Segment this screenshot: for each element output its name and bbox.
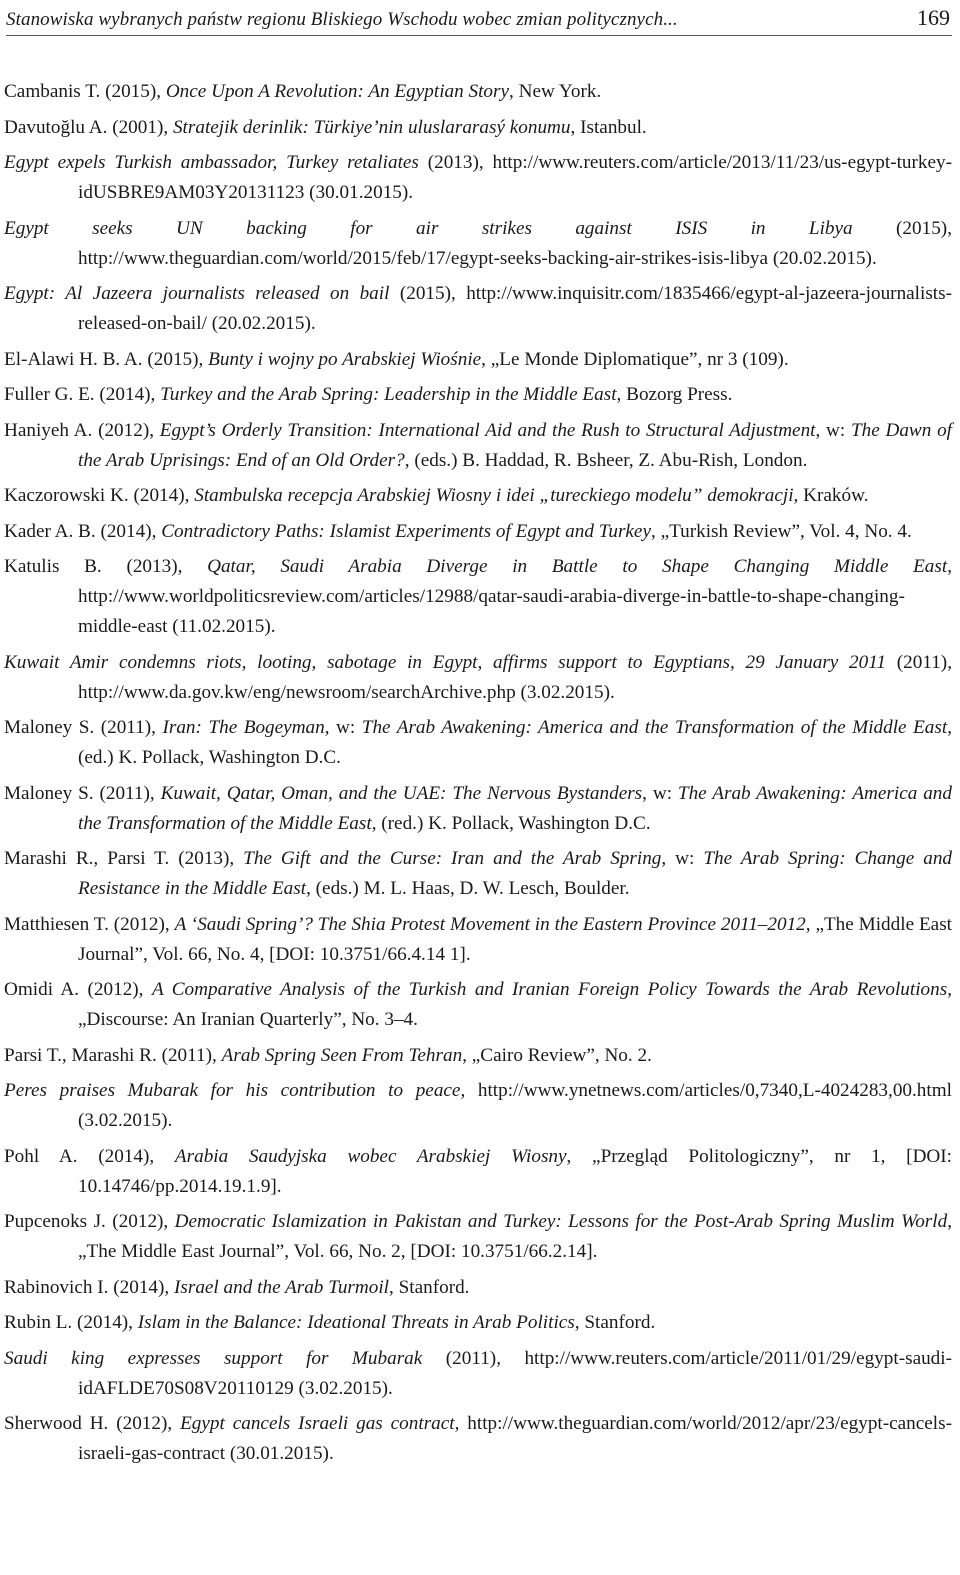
reference-text: Marashi R., Parsi T. (2013), xyxy=(4,848,244,869)
reference-title-text: Stratejik derinlik: Türkiye’nin uluslararasý konumu xyxy=(172,116,571,138)
reference-text: , Kraków. xyxy=(793,485,869,506)
reference-text: , „Cairo Review”, No. 2. xyxy=(462,1044,652,1066)
reference-text: Cambanis T. (2015), xyxy=(4,81,166,102)
reference-entry xyxy=(4,779,952,839)
reference-title-text: Egypt: Al Jazeera journalists released on bail xyxy=(4,283,390,304)
reference-text: , „Przegląd Politologiczny”, nr 1, [DOI: 10.14746/pp.2014.19.1.9]. xyxy=(78,1145,953,1197)
reference-text: , „Le Monde Diplomatique”, nr 3 (109). xyxy=(481,348,789,370)
reference-text: Fuller G. E. (2014), xyxy=(4,384,161,405)
reference-entry xyxy=(4,910,952,970)
bibliography-list xyxy=(4,77,952,1475)
running-title: Stanowiska wybranych państw regionu Bliskiego Wschodu wobec zmian politycznych... xyxy=(6,9,678,30)
reference-title-text: A Comparative Analysis of the Turkish and Iranian Foreign Policy Towards the Arab Revolutions xyxy=(151,979,948,1000)
reference-entry xyxy=(4,552,952,642)
page-number: 169 xyxy=(917,5,950,30)
reference-title-text: Saudi king expresses support for Mubarak xyxy=(4,1347,423,1369)
reference-title-text: Egypt expels Turkish ambassador, Turkey retaliates xyxy=(4,152,419,173)
reference-text: , w: xyxy=(324,717,362,738)
reference-text: (2011), http://www.reuters.com/article/2011/01/29/egypt-saudi-idAFLDE70S08V20110129 (3.02.2015). xyxy=(78,1347,952,1399)
reference-title-text: Qatar, Saudi Arabia Diverge in Battle to Shape Changing Middle East xyxy=(207,556,948,577)
reference-title-text: The Gift and the Curse: Iran and the Arab Spring xyxy=(243,848,662,869)
reference-entry xyxy=(4,517,952,547)
reference-text: , w: xyxy=(815,419,851,441)
reference-text: (2011), http://www.da.gov.kw/eng/newsroom/searchArchive.php (3.02.2015). xyxy=(78,651,952,703)
reference-text: , „Turkish Review”, Vol. 4, No. 4. xyxy=(650,520,912,542)
reference-text: , „The Middle East Journal”, Vol. 66, No. 2, [DOI: 10.3751/66.2.14]. xyxy=(78,1211,952,1262)
reference-text: Davutoğlu A. (2001), xyxy=(4,116,173,138)
reference-title-text: Once Upon A Revolution: An Egyptian Story xyxy=(165,81,510,102)
reference-text: Parsi T., Marashi R. (2011), xyxy=(4,1044,222,1066)
reference-entry xyxy=(4,380,952,410)
reference-text: Pupcenoks J. (2012), xyxy=(4,1211,175,1232)
reference-entry xyxy=(4,416,952,476)
reference-title-text: Turkey and the Arab Spring: Leadership in the Middle East xyxy=(160,384,617,405)
reference-text: El-Alawi H. B. A. (2015), xyxy=(4,348,209,370)
reference-title-text: Iran: The Bogeyman xyxy=(162,717,325,738)
reference-entry xyxy=(4,1142,952,1202)
reference-entry xyxy=(4,648,952,708)
reference-text: Maloney S. (2011), xyxy=(4,782,161,804)
reference-title-text: The Arab Awakening: America and the Transformation of the Middle East xyxy=(361,717,948,738)
reference-title-text: Arabia Saudyjska wobec Arabskiej Wiosny xyxy=(174,1145,567,1167)
reference-title-text: Kuwait Amir condemns riots, looting, sabotage in Egypt, affirms support to Egyptians, 29 January 2011 xyxy=(4,651,887,673)
reference-entry xyxy=(4,279,952,339)
reference-text: Matthiesen T. (2012), xyxy=(4,913,175,935)
reference-text: , Istanbul. xyxy=(570,116,647,138)
reference-entry xyxy=(4,1207,952,1267)
reference-title-text: The Arab Spring: Change and Resistance in the Middle East xyxy=(78,848,953,899)
reference-text: , (ed.) K. Pollack, Washington D.C. xyxy=(78,717,952,768)
reference-text: Kaczorowski K. (2014), xyxy=(4,485,195,506)
reference-title-text: Islam in the Balance: Ideational Threats in Arab Politics xyxy=(137,1312,575,1333)
reference-title-text: Peres praises Mubarak for his contribution to peace xyxy=(4,1080,461,1101)
reference-text: (2015), http://www.inquisitr.com/1835466/egypt-al-jazeera-journalists-released-on-bail/ (20.02.2015). xyxy=(78,283,952,334)
reference-title-text: The Arab Awakening: America and the Transformation of the Middle East xyxy=(78,782,952,834)
reference-title-text: Kuwait, Qatar, Oman, and the UAE: The Nervous Bystanders xyxy=(160,782,643,804)
reference-title-text: Stambulska recepcja Arabskiej Wiosny i idei „tureckiego modelu” demokracji xyxy=(194,485,794,506)
reference-entry xyxy=(4,1076,952,1136)
reference-text: Rabinovich I. (2014), xyxy=(4,1276,174,1298)
running-header xyxy=(6,0,952,36)
reference-entry xyxy=(4,1041,952,1071)
reference-entry xyxy=(4,77,952,107)
reference-title-text: Arab Spring Seen From Tehran xyxy=(221,1044,463,1066)
reference-title-text: A ‘Saudi Spring’? The Shia Protest Movement in the Eastern Province 2011–2012 xyxy=(174,913,806,935)
reference-text: , http://www.theguardian.com/world/2012/apr/23/egypt-cancels-israeli-gas-contract (30.01.2015). xyxy=(78,1413,952,1464)
reference-title-text: The Dawn of the Arab Uprisings: End of an Old Order? xyxy=(78,419,952,471)
reference-text: , (eds.) M. L. Haas, D. W. Lesch, Boulder. xyxy=(306,878,630,899)
reference-entry xyxy=(4,975,952,1035)
reference-text: , Stanford. xyxy=(574,1312,656,1333)
reference-entry xyxy=(4,844,952,904)
reference-title-text: Egypt seeks UN backing for air strikes against ISIS in Libya xyxy=(4,217,853,239)
reference-text: Katulis B. (2013), xyxy=(4,556,208,577)
reference-text: , (red.) K. Pollack, Washington D.C. xyxy=(371,812,651,834)
reference-text: Haniyeh A. (2012), xyxy=(4,419,160,441)
reference-text: , Stanford. xyxy=(389,1276,470,1298)
reference-title-text: Contradictory Paths: Islamist Experiments of Egypt and Turkey xyxy=(161,520,651,542)
reference-text: (2013), http://www.reuters.com/article/2013/11/23/us-egypt-turkey-idUSBRE9AM03Y20131123 (30.01.2015). xyxy=(78,152,952,203)
reference-text: , (eds.) B. Haddad, R. Bsheer, Z. Abu-Rish, London. xyxy=(404,449,808,471)
reference-text: Pohl A. (2014), xyxy=(4,1145,175,1167)
reference-text: , „Discourse: An Iranian Quarterly”, No. 3–4. xyxy=(78,979,952,1030)
reference-text: , „The Middle East Journal”, Vol. 66, No. 4, [DOI: 10.3751/66.4.14 1]. xyxy=(78,913,952,965)
reference-title-text: Bunty i wojny po Arabskiej Wiośnie xyxy=(208,348,482,370)
reference-text: Rubin L. (2014), xyxy=(4,1312,138,1333)
reference-text: , Bozorg Press. xyxy=(616,384,733,405)
reference-title-text: Egypt’s Orderly Transition: International Aid and the Rush to Structural Adjustment xyxy=(159,419,816,441)
reference-entry xyxy=(4,1409,952,1469)
reference-text: Kader A. B. (2014), xyxy=(4,520,162,542)
reference-entry xyxy=(4,1273,952,1303)
reference-entry xyxy=(4,713,952,773)
reference-text: , w: xyxy=(661,848,704,869)
reference-entry xyxy=(4,214,952,274)
reference-title-text: Egypt cancels Israeli gas contract xyxy=(180,1413,455,1434)
reference-text: (2015), http://www.theguardian.com/world/2015/feb/17/egypt-seeks-backing-air-strikes-isis-libya (20.02.2015). xyxy=(78,217,952,269)
reference-text: Sherwood H. (2012), xyxy=(4,1413,181,1434)
reference-title-text: Democratic Islamization in Pakistan and Turkey: Lessons for the Post-Arab Spring Muslim World xyxy=(174,1211,948,1232)
reference-entry xyxy=(4,148,952,208)
reference-text: , http://www.ynetnews.com/articles/0,7340,L-4024283,00.html (3.02.2015). xyxy=(78,1080,952,1131)
reference-entry xyxy=(4,1308,952,1338)
reference-text: , New York. xyxy=(509,81,602,102)
reference-text: , w: xyxy=(642,782,678,804)
reference-text: Omidi A. (2012), xyxy=(4,979,152,1000)
reference-entry xyxy=(4,481,952,511)
reference-title-text: Israel and the Arab Turmoil xyxy=(174,1276,389,1298)
reference-entry xyxy=(4,1344,952,1404)
reference-text: Maloney S. (2011), xyxy=(4,717,163,738)
reference-entry xyxy=(4,345,952,375)
reference-entry xyxy=(4,113,952,143)
reference-text: , http://www.worldpoliticsreview.com/articles/12988/qatar-saudi-arabia-diverge-in-battle-to-shape-changing-middle-east (11.02.2015). xyxy=(78,556,952,637)
